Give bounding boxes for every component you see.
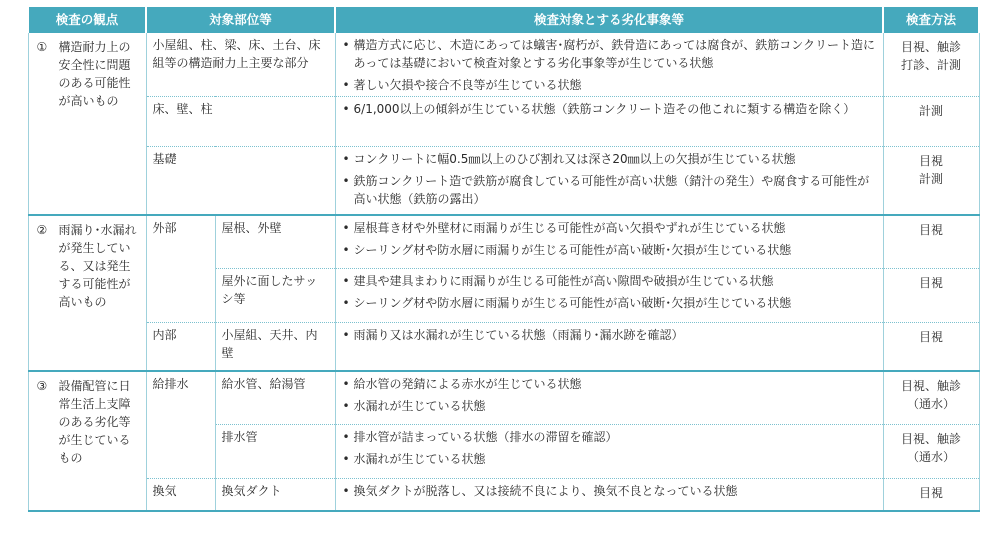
table-row	[28, 371, 979, 425]
list-item: • シーリング材や防水層に雨漏りが生じる可能性が高い破断･欠損が生じている状態	[342, 242, 792, 257]
header-method: 検査方法	[883, 7, 979, 33]
bullet-icon: •	[342, 242, 350, 257]
bullet-icon: •	[342, 296, 350, 310]
event-cell	[335, 215, 883, 269]
event-cell	[335, 97, 883, 147]
part-cell: 給水管、給湯管	[215, 371, 335, 425]
method-cell: 目視、触診 打診、計測	[883, 33, 979, 97]
table-row	[28, 323, 979, 371]
table-row	[28, 147, 979, 215]
part-cell: 床、壁、柱	[146, 97, 335, 147]
method-cell: 目視、触診 （通水）	[883, 371, 979, 425]
event-cell	[335, 479, 883, 511]
bullet-icon: •	[342, 174, 350, 188]
view-number: ②	[36, 222, 48, 237]
bullet-icon: •	[342, 484, 350, 498]
list-item: • 給水管の発錆による赤水が生じている状態	[342, 376, 582, 391]
list-item: • 構造方式に応じ、木造にあっては蟻害･腐朽が、鉄骨造にあっては腐食が、鉄筋コンクリート造にあっては基礎において検査対象とする劣化事象等が生じている状態	[342, 38, 876, 70]
method-cell: 目視、触診 （通水）	[883, 425, 979, 479]
part-cell: 屋根、外壁	[215, 215, 335, 269]
bullet-icon: •	[342, 152, 350, 166]
bullet-icon: •	[342, 430, 350, 444]
bullet-icon: •	[342, 38, 350, 52]
part-cell: 換気ダクト	[215, 479, 335, 511]
event-cell	[335, 371, 883, 425]
list-item: • 鉄筋コンクリート造で鉄筋が腐食している可能性が高い状態（錆汁の発生）や腐食する可能性が高い状態（鉄筋の露出）	[342, 174, 870, 206]
event-cell	[335, 269, 883, 323]
view-cell	[28, 371, 146, 511]
event-cell	[335, 33, 883, 97]
inspection-table	[27, 7, 980, 512]
method-cell: 目視 計測	[883, 147, 979, 215]
method-cell: 目視	[883, 323, 979, 371]
header-view: 検査の観点	[28, 7, 146, 33]
event-cell	[335, 147, 883, 215]
event-cell	[335, 425, 883, 479]
list-item: • 著しい欠損や接合不良等が生じている状態	[342, 78, 582, 92]
list-item: • 排水管が詰まっている状態（排水の滞留を確認）	[342, 430, 618, 444]
view-number: ③	[36, 378, 48, 393]
part-cell: 排水管	[215, 425, 335, 479]
list-item: • 水漏れが生じている状態	[342, 452, 486, 466]
bullet-icon: •	[342, 376, 350, 391]
category-cell: 換気	[146, 479, 215, 511]
table-row	[28, 97, 979, 147]
list-item: • 建具や建具まわりに雨漏りが生じる可能性が高い隙間や破損が生じている状態	[342, 274, 774, 288]
method-cell: 計測	[883, 97, 979, 147]
method-cell: 目視	[883, 215, 979, 269]
bullet-icon: •	[342, 102, 350, 116]
part-cell: 屋外に面したサッシ等	[215, 269, 335, 323]
event-cell	[335, 323, 883, 371]
method-cell: 目視	[883, 269, 979, 323]
table-row	[28, 33, 979, 97]
view-cell	[28, 215, 146, 371]
category-cell: 外部	[146, 215, 215, 323]
method-cell: 目視	[883, 479, 979, 511]
bullet-icon: •	[342, 452, 350, 466]
part-cell: 小屋組、天井、内壁	[215, 323, 335, 371]
view-text: 設備配管に日常生活上支障のある劣化等が生じているもの	[58, 378, 131, 465]
view-text: 雨漏り･水漏れが発生している、又は発生する可能性が高いもの	[58, 222, 137, 309]
header-part: 対象部位等	[146, 7, 335, 33]
view-text: 構造耐力上の安全性に問題のある可能性が高いもの	[58, 40, 131, 108]
header-row	[28, 7, 979, 33]
list-item: • シーリング材や防水層に雨漏りが生じる可能性が高い破断･欠損が生じている状態	[342, 296, 792, 310]
list-item: • 換気ダクトが脱落し、又は接続不良により、換気不良となっている状態	[342, 484, 738, 498]
bullet-icon: •	[342, 274, 350, 288]
view-number: ①	[36, 40, 48, 54]
list-item: • 6/1,000以上の傾斜が生じている状態（鉄筋コンクリート造その他これに類する構造を除く）	[342, 102, 856, 116]
list-item: • 雨漏り又は水漏れが生じている状態（雨漏り･漏水跡を確認）	[342, 328, 684, 342]
part-cell: 基礎	[146, 147, 335, 215]
list-item: • 水漏れが生じている状態	[342, 398, 486, 413]
category-cell: 給排水	[146, 371, 215, 479]
bullet-icon: •	[342, 328, 350, 342]
category-cell: 内部	[146, 323, 215, 371]
table-row	[28, 215, 979, 269]
view-cell	[28, 33, 146, 215]
table-row	[28, 479, 979, 511]
bullet-icon: •	[342, 78, 350, 92]
bullet-icon: •	[342, 220, 350, 235]
header-event: 検査対象とする劣化事象等	[335, 7, 883, 33]
part-cell: 小屋組、柱、梁、床、土台、床組等の構造耐力上主要な部分	[146, 33, 335, 97]
list-item: • コンクリートに幅0.5㎜以上のひび割れ又は深さ20㎜以上の欠損が生じている状態	[342, 152, 796, 166]
bullet-icon: •	[342, 398, 350, 413]
list-item: • 屋根葺き材や外壁材に雨漏りが生じる可能性が高い欠損やずれが生じている状態	[342, 220, 786, 235]
